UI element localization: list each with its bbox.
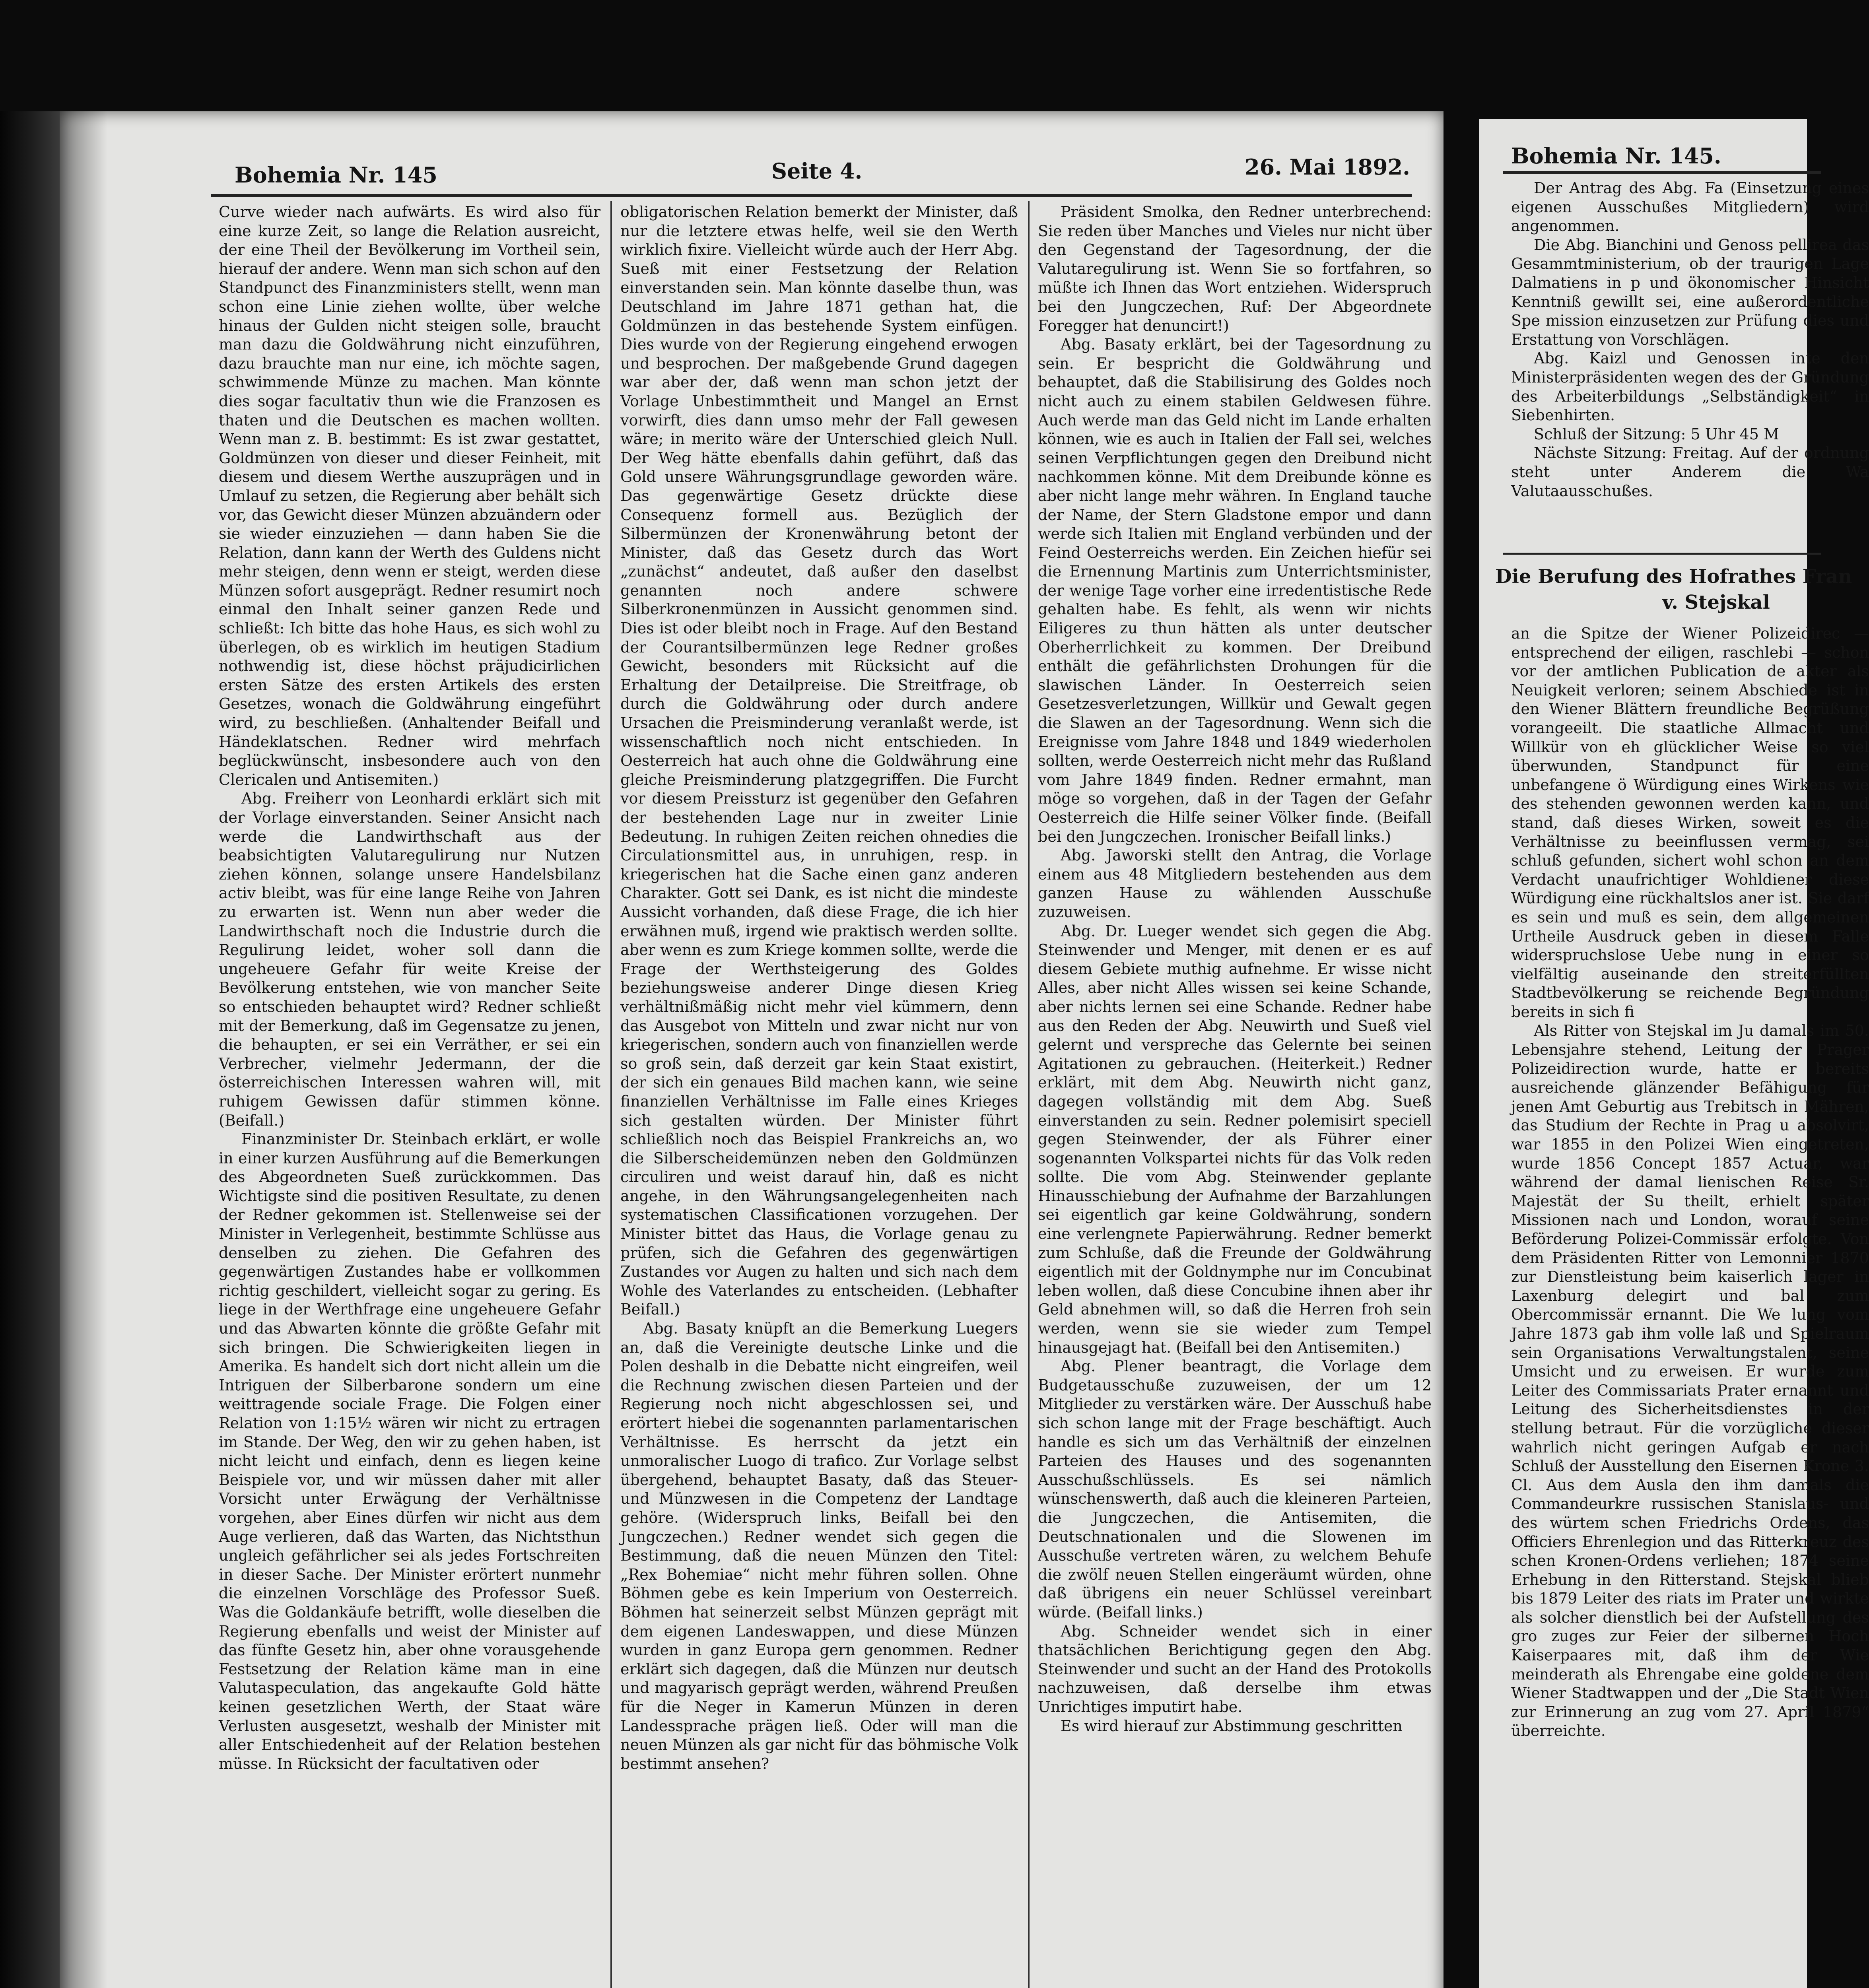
article-headline-subline: v. Stejskal bbox=[1662, 591, 1770, 613]
paragraph: Abg. Basaty erklärt, bei der Tagesordnung zu sein. Er bespricht die Goldwährung und behauptet, daß die Stabilisirung des Goldes noch nicht auch zu einem stabilen Geldwesen führe. Auch werde man das Geld nicht im Lande erhalten können, wie es auch in Italien der Fall sei, welches seinen Verpflichtungen gegen den Dreibund nicht nachkommen könne. Mit dem Dreibunde könne es aber nicht lange mehr währen. In England tauche der Name, der Stern Gladstone empor und dann werde sich Italien mit England verbünden und der Feind Oesterreichs werden. Ein Zeichen hiefür sei die Ernennung Martinis zum Unterrichtsminister, der wenige Tage vorher eine irredentistische Rede gehalten habe. Es fehlt, als wenn wir nichts Eiligeres zu thun hätten als unter deutscher Oberherrlichkeit zu kommen. Der Dreibund enthält die gefährlichsten Drohungen für die slawischen Länder. In Oesterreich seien Gesetzesverletzungen, Willkür und Gewalt gegen die Slawen an der Tagesordnung. Wenn sich die Ereignisse vom Jahre 1848 und 1849 wiederholen sollten, werde Oesterreich nicht mehr das Rußland vom Jahre 1849 finden. Redner ermahnt, man möge so vorgehen, daß in der Tagen der Gefahr Oesterreich die Hilfe seiner Völker finde. (Beifall bei den Jungczechen. Ironischer Beifall links.) bbox=[1038, 336, 1432, 845]
paragraph: an die Spitze der Wiener Polizeidirec — entsprechend der eiligen, raschlebi — schon vor der amtlichen Publication de akter als Neuigkeit verloren; seinem Abschiede ist in den Wiener Blättern freundliche Begrüßung vorangeeilt. Die staatliche Allmacht und Willkür von eh glücklicher Weise so viel überwunden, Standpunct für eine unbefangene ö Würdigung eines Wirkens wie des stehenden gewonnen werden kann, und stand, daß dieses Wirken, soweit es die Verhältnisse zu beeinflussen vermag, sei schluß gefunden, sichert wohl schon an dem Verdacht unaufrichtiger Wohldiener diese Würdigung eine rückhaltslos aner ist. Sie darf es sein und muß es sein, dem allgemeinen Urtheile Ausdruck geben in diesem Falle widerspruchslose Uebe nung in einer so vielfältig auseinande den streiterfüllten Stadtbevölkerung se reichende Begründung bereits in sich fi bbox=[1511, 625, 1869, 1021]
paragraph: Präsident Smolka, den Redner unterbrechend: Sie reden über Manches und Vieles nur nicht über den Gegenstand der Tagesordnung, der die Valutaregulirung ist. Wenn Sie so fortfahren, so müßte ich Ihnen das Wort entziehen. Widerspruch bei den Jungczechen, Ruf: Der Abgeordnete Foregger hat denuncirt!) bbox=[1038, 203, 1432, 334]
newspaper-page-main bbox=[60, 111, 1444, 1988]
paragraph: Als Ritter von Stejskal im Ju damals im 50. Lebensjahre stehend, Leitung der Prager Polizeidirection wurde, hatte er bereits ausreichende glänzender Befähigung für jenen Amt Geburtig aus Trebitsch in Mähren, das Studium der Rechte in Prag u absolvirt, war 1855 in den Polizei Wien eingetreten, wurde 1856 Concept 1857 Actuar, war während der damal lienischen Reise Sr. Majestät der Su theilt, erhielt später Missionen nach und London, worauf seine Beförderung Polizei-Commissär erfolgte. Von dem Präsidenten Ritter von Lemonnier 1870 zur Dienstleistung beim kaiserlich lager in Laxenburg delegirt und bal zum Obercommissär ernannt. Die We lung vom Jahre 1873 gab ihm volle laß und Spielraum sein Organisations Verwaltungstalent, seine Umsicht und zu erweisen. Er wurde zum Leiter des Commissariats Prater ernannt und Leitung des Sicherheitsdienstes in der stellung betraut. Für die vorzügliche dieser wahrlich nicht geringen Aufgab er nach Schluß der Ausstellung den Eisernen Krone 3. Cl. Aus dem Ausla den ihm damals die Commandeurkre russischen Stanislaus- und des würtem schen Friedrichs Ordens, das Officiers Ehrenlegion und das Ritterkreuz des schen Kronen-Ordens verliehen; 1874 seine Erhebung in den Ritterstand. Stejskal blieb bis 1879 Leiter des riats im Prater und wirkte als solcher dienstlich bei der Aufstellung des gro zuges zur Feier der silbernen Hoch Kaiserpaares mit, daß ihm der Wie meinderath als Ehrengabe eine goldene dem Wiener Stadtwappen und der „Die Stadt Wien zur Erinnerung an zug vom 27. April 1879“ überreichte. bbox=[1511, 1022, 1869, 1740]
article-column-2 bbox=[620, 203, 1018, 1988]
paragraph: Finanzminister Dr. Steinbach erklärt, er wolle in einer kurzen Ausführung auf die Bemerkungen des Abgeordneten Sueß zurückkommen. Das Wichtigste sind die positiven Resultate, zu denen der Redner gekommen ist. Stellenweise sei der Minister in Verlegenheit, bestimmte Schlüsse aus denselben zu ziehen. Die Gefahren des gegenwärtigen Zustandes habe er vollkommen richtig geschildert, vielleicht sogar zu gering. Es liege in der Werthfrage eine ungeheuere Gefahr und das Abwarten könnte die größte Gefahr mit sich bringen. Die Schwierigkeiten liegen in Amerika. Es handelt sich dort nicht allein um die Intriguen der Silberbarone sondern um eine weittragende sociale Frage. Die Folgen einer Relation von 1:15½ wären wir nicht zu ertragen im Stande. Der Weg, den wir zu gehen haben, ist nicht leicht und einfach, denn es liegen keine Beispiele vor, und wir müssen daher mit aller Vorsicht unter Erwägung der Verhältnisse vorgehen, aber Eines dürfen wir nicht aus dem Auge verlieren, daß das Warten, das Nichtsthun ungleich gefährlicher sei als jedes Fortschreiten in dieser Sache. Der Minister erörtert nunmehr die einzelnen Vorschläge des Professor Sueß. Was die Goldankäufe betrifft, wolle dieselben die Regierung ebenfalls und weist der Minister auf das fünfte Gesetz hin, aber ohne vorausgehende Festsetzung der Relation käme man in eine Valutaspeculation, das angekaufte Gold hätte keinen gesetzlichen Werth, der Staat wäre Verlusten ausgesetzt, weshalb der Minister mit aller Entschiedenheit auf der Relation bestehen müsse. In Rücksicht der facultativen oder bbox=[219, 1130, 600, 1773]
header-rule bbox=[211, 194, 1412, 197]
paragraph: Der Antrag des Abg. Fa (Einsetzung eines eigenen Ausschußes Mitgliedern) wird angenommen. bbox=[1511, 179, 1869, 235]
paragraph: Es wird hierauf zur Abstimmung geschritten bbox=[1061, 1717, 1403, 1735]
paragraph: obligatorischen Relation bemerkt der Minister, daß nur die letztere etwas helfe, weil sie den Werth wirklich fixire. Vielleicht würde auch der Herr Abg. Sueß mit einer Festsetzung der Relation einverstanden sein. Man könnte daselbe thun, was Deutschland im Jahre 1871 gethan hat, die Goldmünzen in das bestehende System einfügen. Dies wurde von der Regierung eingehend erwogen und besprochen. Der maßgebende Grund dagegen war aber der, daß wenn man schon jetzt der Vorlage Unbestimmtheit und Mangel an Ernst vorwirft, dies dann umso mehr der Fall gewesen wäre; in merito wäre der Unterschied gleich Null. Der Weg hätte ebenfalls dahin geführt, daß das Gold unsere Währungsgrundlage geworden wäre. Das gegenwärtige Gesetz drückte diese Consequenz formell aus. Bezüglich der Silbermünzen der Kronenwährung betont der Minister, daß das Gesetz durch das Wort „zunächst“ andeutet, daß außer den daselbst genannten noch andere schwere Silberkronenmünzen in Aussicht genommen sind. Dies ist oder bleibt noch in Frage. Auf den Bestand der Courantsilbermünzen lege Redner großes Gewicht, besonders mit Rücksicht auf die Erhaltung der Detailpreise. Die Streitfrage, ob durch die Goldwährung oder durch andere Ursachen die Preisminderung veranlaßt werde, ist wissenschaftlich noch nicht entschieden. In Oesterreich hat auch ohne die Goldwährung eine gleiche Preisminderung platzgegriffen. Die Furcht vor diesem Preissturz ist gegenüber den Gefahren der bestehenden Lage nur in zweiter Linie Bedeutung. In ruhigen Zeiten reichen ohnedies die Circulationsmittel aus, in unruhigen, resp. in kriegerischen hat die Sache einen ganz anderen Charakter. Gott sei Dank, es ist nicht die mindeste Aussicht vorhanden, daß diese Frage, die ich hier erwähnen muß, irgend wie praktisch werden sollte. aber wenn es zum Kriege kommen sollte, werde die Frage der Werthsteigerung des Goldes beziehungsweise anderer Dinge diesen Krieg verhältnißmäßig nicht mehr viel kümmern, denn das Ausgebot von Mitteln und zwar nicht nur von kriegerischen, sondern auch von finanziellen werde so groß sein, daß derzeit gar kein Staat existirt, der sich ein genaues Bild machen kann, wie seine finanziellen Verhältnisse im Falle eines Krieges sich gestalten würden. Der Minister führt schließlich noch das Beispiel Frankreichs an, wo die Silberscheidemünzen neben den Goldmünzen circuliren und weist darauf hin, daß es nicht angehe, in den Währungsangelegenheiten nach systematischen Classificationen vorzugehen. Der Minister bittet das Haus, die Vorlage genau zu prüfen, sich die Gefahren des gegenwärtigen Zustandes vor Augen zu halten und sich nach dem Wohle des Vaterlandes zu entscheiden. (Lebhafter Beifall.) bbox=[620, 203, 1018, 1318]
header-rule-right bbox=[1503, 171, 1821, 174]
header-publication-right: Bohemia Nr. 145. bbox=[1511, 143, 1721, 169]
newspaper-page-right bbox=[1479, 119, 1869, 1988]
right-column-top bbox=[1511, 179, 1869, 616]
article-headline: Die Berufung des Hofrathes Fran bbox=[1495, 565, 1852, 588]
paragraph: Nächste Sitzung: Freitag. Auf der ordnung steht unter Anderem die Wa Valutaausschußes. bbox=[1511, 444, 1869, 500]
paragraph: Abg. Basaty knüpft an die Bemerkung Luegers an, daß die Vereinigte deutsche Linke und die Polen deshalb in die Debatte nicht eingreifen, weil die Rechnung zwischen diesen Parteien und der Regierung noch nicht abgeschlossen sei, und erörtert hiebei die sogenannten parlamentarischen Verhältnisse. Es herrscht da jetzt ein unmoralischer Luogo di trafico. Zur Vorlage selbst übergehend, behauptet Basaty, daß das Steuer- und Münzwesen in die Competenz der Landtage gehöre. (Widerspruch links, Beifall bei den Jungczechen.) Redner wendet sich gegen die Bestimmung, daß die neuen Münzen den Titel: „Rex Bohemiae“ nicht mehr führen sollen. Ohne Böhmen gebe es kein Imperium von Oesterreich. Böhmen hat seinerzeit selbst Münzen geprägt mit dem eigenen Landeswappen, und diese Münzen wurden in ganz Europa gern genommen. Redner erklärt sich dagegen, daß die Münzen nur deutsch und magyarisch geprägt werden, während Preußen für die Neger in Kamerun Münzen in deren Landessprache prägen ließ. Oder will man die neuen Münzen als gar nicht für das böhmische Volk bestimmt ansehen? bbox=[620, 1320, 1018, 1773]
header-page-number: Seite 4. bbox=[771, 158, 863, 184]
right-column-article bbox=[1511, 624, 1869, 1988]
header-date: 26. Mai 1892. bbox=[1245, 154, 1410, 180]
paragraph: Abg. Jaworski stellt den Antrag, die Vorlage einem aus 48 Mitgliedern bestehenden aus dem ganzen Hause zu wählenden Ausschuße zuzuweisen. bbox=[1038, 846, 1432, 921]
paragraph: Abg. Schneider wendet sich in einer thatsächlichen Berichtigung gegen den Abg. Steinwender und sucht an der Hand des Protokolls nachzuweisen, daß derselbe ihm etwas Unrichtiges imputirt habe. bbox=[1038, 1622, 1432, 1716]
binding-edge-left bbox=[0, 111, 60, 1988]
section-divider bbox=[1503, 553, 1821, 555]
article-column-3 bbox=[1038, 203, 1432, 1988]
column-divider bbox=[610, 201, 612, 1988]
paragraph: Abg. Kaizl und Genossen inte den Ministerpräsidenten wegen des der Gründung des Arbeiterbildungs „Selbständigkeit“ in Siebenhirten. bbox=[1511, 349, 1869, 424]
paragraph: Abg. Dr. Lueger wendet sich gegen die Abg. Steinwender und Menger, mit denen er es auf diesem Gebiete muthig aufnehme. Er wisse nicht Alles, aber nicht Alles wissen sei keine Schande, aber nichts lernen sei eine Schande. Redner habe aus den Reden der Abg. Neuwirth und Sueß viel gelernt und verspreche das Gelernte bei seinen Agitationen zu gebrauchen. (Heiterkeit.) Redner erklärt, mit dem Abg. Neuwirth nicht ganz, dagegen vollständig mit dem Abg. Sueß einverstanden zu sein. Redner polemisirt speciell gegen Steinwender, der als Führer einer sogenannten Volkspartei nichts für das Volk reden sollte. Die vom Abg. Steinwender geplante Hinausschiebung der Aufnahme der Barzahlungen sei eigentlich gar keine Goldwährung, sondern eine verlengnete Papierwährung. Redner bemerkt zum Schluße, daß die Freunde der Goldwährung eigentlich mit der Goldnymphe nur im Concubinat leben wollen, daß diese Concubine ihnen aber ihr Geld abnehmen will, so daß die Herren froh sein werden, wenn sie sie wieder zum Tempel hinausgejagt hat. (Beifall bei den Antisemiten.) bbox=[1038, 922, 1432, 1356]
paragraph: Abg. Freiherr von Leonhardi erklärt sich mit der Vorlage einverstanden. Seiner Ansicht nach werde die Landwirthschaft aus der beabsichtigten Valutaregulirung nur Nutzen ziehen können, solange unsere Handelsbilanz activ bleibt, was für eine lange Reihe von Jahren zu erwarten ist. Wenn nun aber weder die Landwirthschaft noch die Industrie durch die Regulirung leidet, woher soll dann die ungeheuere Gefahr für weite Kreise der Bevölkerung entstehen, wie von mancher Seite so entschieden behauptet wird? Redner schließt mit der Bemerkung, daß im Gegensatze zu jenen, die behaupten, er sei ein Verräther, er sei ein Verbrecher, vielmehr Jedermann, der die österreichischen Interessen wahren will, mit ruhigem Gewissen dafür stimmen könne. (Beifall.) bbox=[219, 790, 600, 1129]
paragraph: Die Abg. Bianchini und Genoss pellirea das Gesammtministerium, ob der traurigen Lage Dalmatiens in p und ökonomischer Hinsicht Kenntniß gewillt sei, eine außerordentliche Spe mission einzusetzen zur Prüfung dies und Erstattung von Vorschlägen. bbox=[1511, 236, 1869, 348]
column-divider bbox=[1028, 201, 1030, 1988]
header-publication: Bohemia Nr. 145 bbox=[235, 162, 437, 188]
paragraph: Abg. Plener beantragt, die Vorlage dem Budgetausschuße zuzuweisen, der um 12 Mitglieder zu verstärken wäre. Der Ausschuß habe sich schon lange mit der Frage beschäftigt. Auch handle es sich um das Verhältniß der einzelnen Parteien des Hauses und des sogenannten Ausschußschlüssels. Es sei nämlich wünschenswerth, daß auch die kleineren Parteien, die Jungczechen, die Antisemiten, die Deutschnationalen und die Slowenen im Ausschuße vertreten wären, zu welchem Behufe die zwölf neuen Stellen eingeräumt würden, ohne daß übrigens ein neuer Schlüssel vereinbart würde. (Beifall links.) bbox=[1038, 1357, 1432, 1621]
article-column-1 bbox=[219, 203, 600, 1988]
paragraph: Schluß der Sitzung: 5 Uhr 45 M bbox=[1534, 425, 1779, 443]
paragraph: Curve wieder nach aufwärts. Es wird also für eine kurze Zeit, so lange die Relation ausreicht, der eine Theil der Bevölkerung im Vortheil sein, hierauf der andere. Wenn man sich schon auf den Standpunct des Finanzministers stellt, wenn man schon eine Linie ziehen wollte, über welche hinaus der Gulden nicht steigen solle, braucht man dazu die Goldwährung nicht einzuführen, dazu brauchte man nur eine, ich möchte sagen, schwimmende Münze zu machen. Man könnte dies sogar facultativ thun wie die Franzosen es thaten und die Deutschen es machen wollten. Wenn man z. B. bestimmt: Es ist zwar gestattet, Goldmünzen von dieser und dieser Feinheit, mit diesem und diesem Werthe auszuprägen und in Umlauf zu setzen, die Regierung aber behält sich vor, das Gewicht dieser Münzen abzuändern oder sie wieder einzuziehen — dann haben Sie die Relation, dann kann der Werth des Guldens nicht mehr steigen, denn wenn er steigt, werden diese Münzen sofort ausgeprägt. Redner resumirt noch einmal den Inhalt seiner ganzen Rede und schließt: Ich bitte das hohe Haus, es sich wohl zu überlegen, ob es wirklich im heutigen Stadium nothwendig ist, diese höchst präjudicirlichen ersten Sätze des ersten Artikels des ersten Gesetzes, wonach die Goldwährung eingeführt wird, zu beschließen. (Anhaltender Beifall und Händeklatschen. Redner wird mehrfach beglückwünscht, insbesondere auch von den Clericalen und Antisemiten.) bbox=[219, 203, 600, 788]
